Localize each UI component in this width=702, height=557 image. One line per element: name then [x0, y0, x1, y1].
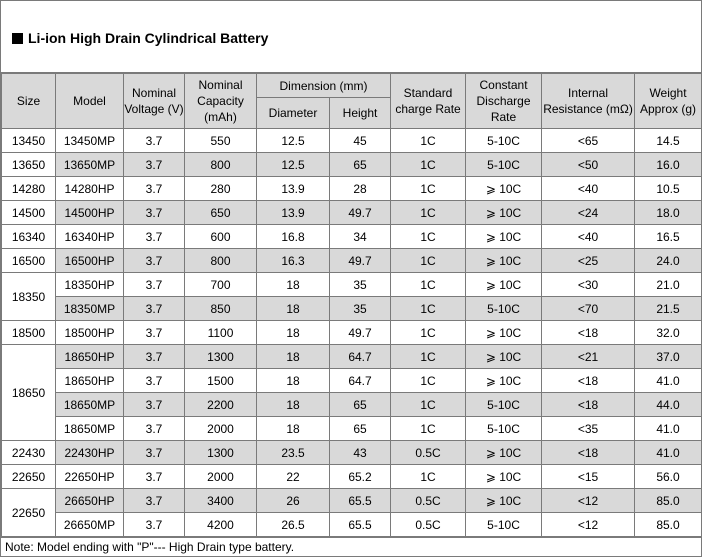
capacity-cell: 1300: [185, 441, 257, 465]
weight-cell: 10.5: [635, 177, 702, 201]
title-text: Li-ion High Drain Cylindrical Battery: [28, 30, 269, 46]
diameter-cell: 26: [257, 489, 330, 513]
height-cell: 34: [330, 225, 391, 249]
voltage-cell: 3.7: [124, 441, 185, 465]
charge-cell: 0.5C: [391, 489, 466, 513]
resistance-cell: <50: [542, 153, 635, 177]
weight-cell: 44.0: [635, 393, 702, 417]
discharge-cell: ⩾ 10C: [466, 177, 542, 201]
resistance-cell: <12: [542, 513, 635, 537]
voltage-cell: 3.7: [124, 129, 185, 153]
discharge-cell: ⩾ 10C: [466, 489, 542, 513]
diameter-cell: 16.8: [257, 225, 330, 249]
table-row: [2, 297, 702, 321]
size-cell: 18350: [2, 273, 56, 321]
title-bar: [1, 1, 701, 73]
resistance-cell: <15: [542, 465, 635, 489]
weight-cell: 21.0: [635, 273, 702, 297]
capacity-cell: 4200: [185, 513, 257, 537]
size-cell: 18500: [2, 321, 56, 345]
diameter-cell: 18: [257, 345, 330, 369]
table-row: [2, 369, 702, 393]
resistance-cell: <25: [542, 249, 635, 273]
model-cell: 22430HP: [56, 441, 124, 465]
weight-cell: 85.0: [635, 513, 702, 537]
discharge-cell: 5-10C: [466, 129, 542, 153]
voltage-cell: 3.7: [124, 297, 185, 321]
voltage-cell: 3.7: [124, 393, 185, 417]
table-row: [2, 489, 702, 513]
height-cell: 49.7: [330, 201, 391, 225]
model-cell: 18350MP: [56, 297, 124, 321]
model-cell: 14280HP: [56, 177, 124, 201]
model-cell: 16340HP: [56, 225, 124, 249]
charge-cell: 1C: [391, 393, 466, 417]
table-row: [2, 273, 702, 297]
diameter-cell: 12.5: [257, 153, 330, 177]
capacity-cell: 850: [185, 297, 257, 321]
size-cell: 13450: [2, 129, 56, 153]
model-cell: 22650HP: [56, 465, 124, 489]
voltage-cell: 3.7: [124, 417, 185, 441]
model-cell: 18350HP: [56, 273, 124, 297]
charge-cell: 1C: [391, 369, 466, 393]
voltage-cell: 3.7: [124, 249, 185, 273]
height-cell: 65.2: [330, 465, 391, 489]
diameter-cell: 13.9: [257, 201, 330, 225]
charge-cell: 1C: [391, 465, 466, 489]
height-cell: 65: [330, 417, 391, 441]
voltage-cell: 3.7: [124, 177, 185, 201]
charge-cell: 1C: [391, 345, 466, 369]
weight-cell: 56.0: [635, 465, 702, 489]
model-cell: 18650MP: [56, 417, 124, 441]
capacity-cell: 3400: [185, 489, 257, 513]
table-row: [2, 417, 702, 441]
capacity-cell: 600: [185, 225, 257, 249]
diameter-cell: 18: [257, 393, 330, 417]
discharge-cell: 5-10C: [466, 393, 542, 417]
model-cell: 14500HP: [56, 201, 124, 225]
table-row: [2, 441, 702, 465]
weight-cell: 32.0: [635, 321, 702, 345]
resistance-cell: <18: [542, 321, 635, 345]
voltage-cell: 3.7: [124, 225, 185, 249]
capacity-cell: 2200: [185, 393, 257, 417]
height-cell: 64.7: [330, 345, 391, 369]
capacity-cell: 700: [185, 273, 257, 297]
table-row: [2, 321, 702, 345]
discharge-cell: ⩾ 10C: [466, 249, 542, 273]
weight-cell: 16.5: [635, 225, 702, 249]
header-model: Model: [56, 74, 124, 129]
header-height: Height: [330, 98, 391, 129]
diameter-cell: 18: [257, 369, 330, 393]
resistance-cell: <70: [542, 297, 635, 321]
resistance-cell: <30: [542, 273, 635, 297]
table-row: [2, 513, 702, 537]
weight-cell: 41.0: [635, 369, 702, 393]
model-cell: 18650MP: [56, 393, 124, 417]
page-title: [12, 30, 268, 46]
voltage-cell: 3.7: [124, 273, 185, 297]
voltage-cell: 3.7: [124, 513, 185, 537]
charge-cell: 1C: [391, 153, 466, 177]
discharge-cell: ⩾ 10C: [466, 345, 542, 369]
size-cell: 13650: [2, 153, 56, 177]
size-cell: 14500: [2, 201, 56, 225]
capacity-cell: 280: [185, 177, 257, 201]
header-charge-rate: Standard charge Rate: [391, 74, 466, 129]
voltage-cell: 3.7: [124, 201, 185, 225]
table-row: [2, 345, 702, 369]
capacity-cell: 1300: [185, 345, 257, 369]
diameter-cell: 12.5: [257, 129, 330, 153]
capacity-cell: 800: [185, 153, 257, 177]
charge-cell: 0.5C: [391, 513, 466, 537]
diameter-cell: 16.3: [257, 249, 330, 273]
weight-cell: 21.5: [635, 297, 702, 321]
height-cell: 64.7: [330, 369, 391, 393]
discharge-cell: ⩾ 10C: [466, 225, 542, 249]
model-cell: 18650HP: [56, 369, 124, 393]
capacity-cell: 550: [185, 129, 257, 153]
discharge-cell: 5-10C: [466, 513, 542, 537]
charge-cell: 1C: [391, 201, 466, 225]
resistance-cell: <18: [542, 369, 635, 393]
model-cell: 16500HP: [56, 249, 124, 273]
discharge-cell: 5-10C: [466, 297, 542, 321]
table-row: [2, 249, 702, 273]
height-cell: 65.5: [330, 489, 391, 513]
capacity-cell: 800: [185, 249, 257, 273]
discharge-cell: 5-10C: [466, 153, 542, 177]
height-cell: 65: [330, 153, 391, 177]
voltage-cell: 3.7: [124, 489, 185, 513]
height-cell: 35: [330, 273, 391, 297]
charge-cell: 1C: [391, 273, 466, 297]
header-dimension: Dimension (mm): [257, 74, 391, 98]
height-cell: 65.5: [330, 513, 391, 537]
diameter-cell: 18: [257, 273, 330, 297]
voltage-cell: 3.7: [124, 345, 185, 369]
table-row: [2, 465, 702, 489]
battery-spec-table: [1, 73, 702, 537]
weight-cell: 14.5: [635, 129, 702, 153]
header-voltage: Nominal Voltage (V): [124, 74, 185, 129]
discharge-cell: ⩾ 10C: [466, 201, 542, 225]
diameter-cell: 18: [257, 321, 330, 345]
diameter-cell: 13.9: [257, 177, 330, 201]
size-cell: 18650: [2, 345, 56, 441]
capacity-cell: 1100: [185, 321, 257, 345]
capacity-cell: 1500: [185, 369, 257, 393]
voltage-cell: 3.7: [124, 369, 185, 393]
charge-cell: 1C: [391, 321, 466, 345]
model-cell: 26650MP: [56, 513, 124, 537]
voltage-cell: 3.7: [124, 153, 185, 177]
table-row: [2, 129, 702, 153]
resistance-cell: <18: [542, 441, 635, 465]
discharge-cell: ⩾ 10C: [466, 321, 542, 345]
resistance-cell: <21: [542, 345, 635, 369]
header-weight: Weight Approx (g): [635, 74, 702, 129]
voltage-cell: 3.7: [124, 465, 185, 489]
charge-cell: 1C: [391, 225, 466, 249]
weight-cell: 41.0: [635, 417, 702, 441]
charge-cell: 1C: [391, 417, 466, 441]
discharge-cell: ⩾ 10C: [466, 273, 542, 297]
capacity-cell: 2000: [185, 465, 257, 489]
size-cell: 22430: [2, 441, 56, 465]
height-cell: 35: [330, 297, 391, 321]
model-cell: 13450MP: [56, 129, 124, 153]
weight-cell: 37.0: [635, 345, 702, 369]
table-row: [2, 225, 702, 249]
diameter-cell: 18: [257, 297, 330, 321]
height-cell: 65: [330, 393, 391, 417]
model-cell: 13650MP: [56, 153, 124, 177]
table-row: [2, 153, 702, 177]
height-cell: 49.7: [330, 249, 391, 273]
capacity-cell: 2000: [185, 417, 257, 441]
resistance-cell: <12: [542, 489, 635, 513]
diameter-cell: 18: [257, 417, 330, 441]
charge-cell: 1C: [391, 249, 466, 273]
resistance-cell: <18: [542, 393, 635, 417]
diameter-cell: 22: [257, 465, 330, 489]
height-cell: 49.7: [330, 321, 391, 345]
resistance-cell: <35: [542, 417, 635, 441]
table-row: [2, 177, 702, 201]
voltage-cell: 3.7: [124, 321, 185, 345]
header-diameter: Diameter: [257, 98, 330, 129]
header-size: Size: [2, 74, 56, 129]
model-cell: 18500HP: [56, 321, 124, 345]
resistance-cell: <65: [542, 129, 635, 153]
resistance-cell: <40: [542, 225, 635, 249]
size-cell: 14280: [2, 177, 56, 201]
capacity-cell: 650: [185, 201, 257, 225]
size-cell: 16340: [2, 225, 56, 249]
diameter-cell: 26.5: [257, 513, 330, 537]
size-cell: 16500: [2, 249, 56, 273]
header-capacity: Nominal Capacity (mAh): [185, 74, 257, 129]
height-cell: 28: [330, 177, 391, 201]
header-discharge-rate: Constant Discharge Rate: [466, 74, 542, 129]
diameter-cell: 23.5: [257, 441, 330, 465]
footnote: Note: Model ending with "P"--- High Drain type battery.: [1, 537, 701, 556]
weight-cell: 85.0: [635, 489, 702, 513]
resistance-cell: <40: [542, 177, 635, 201]
charge-cell: 1C: [391, 177, 466, 201]
size-cell: 22650: [2, 489, 56, 537]
discharge-cell: ⩾ 10C: [466, 369, 542, 393]
weight-cell: 18.0: [635, 201, 702, 225]
height-cell: 45: [330, 129, 391, 153]
charge-cell: 1C: [391, 297, 466, 321]
header-resistance: Internal Resistance (mΩ): [542, 74, 635, 129]
height-cell: 43: [330, 441, 391, 465]
model-cell: 18650HP: [56, 345, 124, 369]
weight-cell: 24.0: [635, 249, 702, 273]
table-row: [2, 201, 702, 225]
table-row: [2, 393, 702, 417]
weight-cell: 16.0: [635, 153, 702, 177]
model-cell: 26650HP: [56, 489, 124, 513]
resistance-cell: <24: [542, 201, 635, 225]
charge-cell: 0.5C: [391, 441, 466, 465]
weight-cell: 41.0: [635, 441, 702, 465]
discharge-cell: ⩾ 10C: [466, 465, 542, 489]
size-cell: 22650: [2, 465, 56, 489]
discharge-cell: ⩾ 10C: [466, 441, 542, 465]
discharge-cell: 5-10C: [466, 417, 542, 441]
square-bullet-icon: [12, 33, 23, 44]
charge-cell: 1C: [391, 129, 466, 153]
